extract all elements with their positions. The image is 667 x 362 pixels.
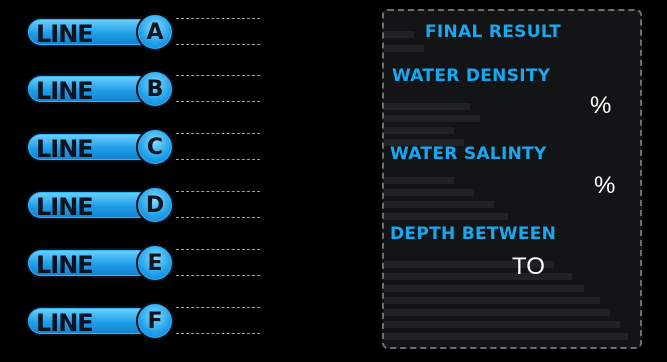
line-e-badge bbox=[136, 244, 174, 282]
leader-line-bottom bbox=[176, 333, 260, 334]
decor-bar bbox=[384, 333, 628, 340]
line-f-pill bbox=[26, 306, 154, 336]
line-d-label: LINE bbox=[36, 193, 93, 221]
decor-bar bbox=[384, 45, 424, 52]
water-density-label: WATER DENSITY bbox=[392, 66, 551, 86]
line-a-letter: A bbox=[146, 20, 164, 45]
leader-line-bottom bbox=[176, 275, 260, 276]
leader-line-top bbox=[176, 133, 260, 134]
line-f-badge bbox=[136, 302, 174, 340]
line-e-label: LINE bbox=[36, 251, 93, 279]
leader-line-bottom bbox=[176, 159, 260, 160]
leader-line-top bbox=[176, 18, 260, 19]
water-salinity-unit: % bbox=[594, 172, 616, 199]
line-d-badge bbox=[136, 186, 174, 224]
leader-line-top bbox=[176, 307, 260, 308]
decor-bar bbox=[384, 115, 480, 122]
decor-bar bbox=[384, 213, 508, 220]
line-c-button[interactable] bbox=[26, 128, 180, 166]
line-b-button[interactable] bbox=[26, 70, 180, 108]
leader-line-top bbox=[176, 191, 260, 192]
line-a-button[interactable] bbox=[26, 13, 180, 51]
line-f-label: LINE bbox=[36, 309, 93, 337]
decor-bar bbox=[384, 177, 454, 184]
leader-line-top bbox=[176, 249, 260, 250]
depth-to-label: TO bbox=[512, 253, 545, 280]
depth-between-label: DEPTH BETWEEN bbox=[390, 224, 557, 244]
line-d-pill bbox=[26, 190, 154, 220]
final-result-title: FINAL RESULT bbox=[425, 22, 562, 42]
line-c-pill bbox=[26, 132, 154, 162]
line-f-button[interactable] bbox=[26, 302, 180, 340]
decor-bar bbox=[384, 297, 600, 304]
line-b-label: LINE bbox=[36, 77, 93, 105]
line-f-letter: F bbox=[147, 309, 163, 334]
decor-bar bbox=[384, 103, 470, 110]
decor-bar bbox=[384, 285, 584, 292]
line-b-badge bbox=[136, 70, 174, 108]
line-e-button[interactable] bbox=[26, 244, 180, 282]
line-c-badge bbox=[136, 128, 174, 166]
decor-bar bbox=[384, 321, 620, 328]
decor-bar bbox=[384, 31, 414, 38]
line-a-pill bbox=[26, 17, 154, 47]
line-d-letter: D bbox=[145, 193, 165, 218]
leader-line-bottom bbox=[176, 217, 260, 218]
line-b-pill bbox=[26, 74, 154, 104]
line-c-letter: C bbox=[146, 135, 164, 160]
decor-bar bbox=[384, 189, 474, 196]
water-density-unit: % bbox=[590, 92, 612, 119]
line-a-label: LINE bbox=[36, 20, 93, 48]
leader-line-bottom bbox=[176, 101, 260, 102]
decor-bar bbox=[384, 201, 494, 208]
line-c-label: LINE bbox=[36, 135, 93, 163]
line-b-letter: B bbox=[146, 77, 164, 102]
line-e-letter: E bbox=[147, 251, 163, 276]
line-e-pill bbox=[26, 248, 154, 278]
leader-line-top bbox=[176, 75, 260, 76]
water-salinity-label: WATER SALINTY bbox=[390, 144, 547, 164]
decor-bar bbox=[384, 309, 610, 316]
decor-bar bbox=[384, 127, 454, 134]
leader-line-bottom bbox=[176, 44, 260, 45]
line-d-button[interactable] bbox=[26, 186, 180, 224]
line-a-badge bbox=[136, 13, 174, 51]
final-result-panel bbox=[382, 9, 642, 349]
